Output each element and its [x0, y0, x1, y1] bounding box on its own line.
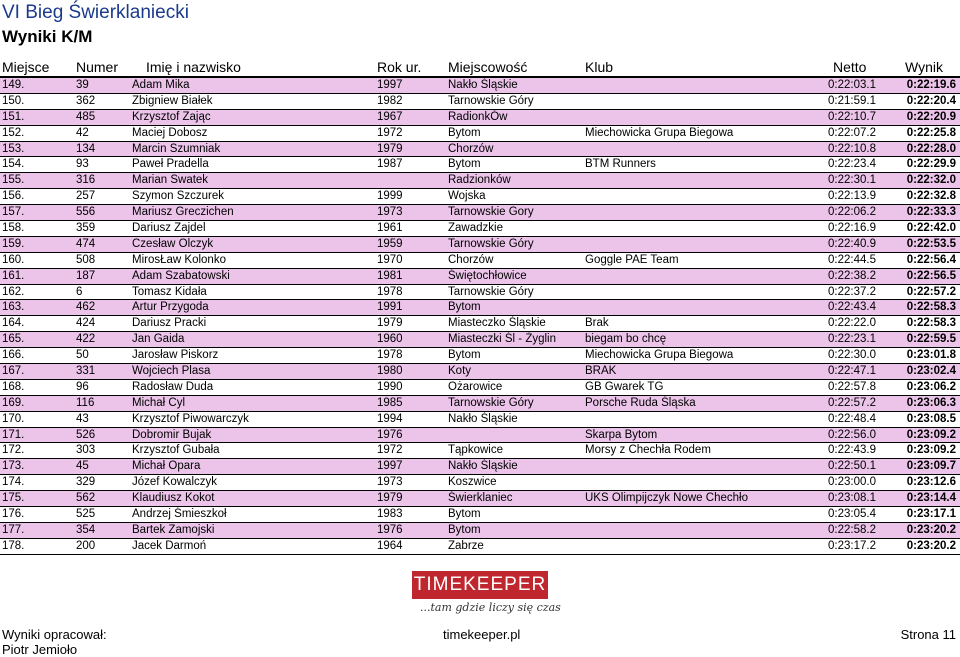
- cell-number: 96: [76, 380, 89, 393]
- cell-result: 0:23:14.4: [906, 492, 956, 505]
- cell-net: 0:22:40.9: [828, 237, 876, 250]
- table-row: [0, 157, 960, 173]
- page-title: VI Bieg Świerklaniecki: [2, 2, 189, 23]
- cell-place: 152.: [2, 126, 25, 139]
- table-row: [0, 428, 960, 444]
- cell-birth-year: 1979: [377, 142, 403, 155]
- cell-birth-year: 1983: [377, 508, 403, 521]
- cell-place: 150.: [2, 94, 25, 107]
- cell-net: 0:22:23.1: [828, 333, 876, 346]
- cell-result: 0:22:19.6: [906, 79, 956, 91]
- cell-club: Goggle PAE Team: [585, 253, 679, 266]
- cell-birth-year: 1987: [377, 158, 403, 171]
- cell-city: Bytom: [448, 523, 481, 536]
- cell-birth-year: 1972: [377, 444, 403, 457]
- cell-city: Miasteczki Śl - Żyglin: [448, 333, 556, 346]
- cell-place: 156.: [2, 190, 25, 203]
- cell-birth-year: 1976: [377, 523, 403, 536]
- table-row: [0, 475, 960, 491]
- cell-city: Tarnowskie Góry: [448, 237, 534, 250]
- cell-net: 0:23:08.1: [828, 492, 876, 505]
- cell-number: 329: [76, 476, 96, 489]
- cell-place: 170.: [2, 412, 25, 425]
- cell-result: 0:22:59.5: [906, 333, 956, 346]
- cell-city: Tarnowskie Góry: [448, 94, 534, 107]
- cell-name: Michał Cyl: [132, 396, 186, 409]
- cell-number: 526: [76, 428, 96, 441]
- cell-club: biegam bo chcę: [585, 333, 667, 346]
- cell-result: 0:22:57.2: [906, 285, 956, 298]
- cell-net: 0:22:37.2: [828, 285, 876, 298]
- cell-city: Koszwice: [448, 476, 497, 489]
- cell-name: Marcin Szumniak: [132, 142, 221, 155]
- cell-number: 362: [76, 94, 96, 107]
- cell-club: Skarpa Bytom: [585, 428, 658, 441]
- cell-result: 0:23:06.3: [906, 396, 956, 409]
- cell-place: 154.: [2, 158, 25, 171]
- cell-net: 0:22:30.0: [828, 349, 876, 362]
- cell-net: 0:22:56.0: [828, 428, 876, 441]
- cell-city: Bytom: [448, 126, 481, 139]
- cell-number: 508: [76, 253, 96, 266]
- footer-page-number: Strona 11: [900, 627, 956, 642]
- cell-result: 0:23:12.6: [906, 476, 956, 489]
- cell-net: 0:22:13.9: [828, 190, 876, 203]
- table-row: [0, 110, 960, 126]
- cell-result: 0:22:20.9: [906, 110, 956, 123]
- table-row: [0, 539, 960, 555]
- cell-net: 0:22:23.4: [828, 158, 876, 171]
- cell-name: Jan Gaida: [132, 333, 185, 346]
- cell-number: 485: [76, 110, 96, 123]
- cell-place: 169.: [2, 396, 25, 409]
- cell-place: 176.: [2, 508, 25, 521]
- cell-club: BRAK: [585, 365, 617, 378]
- cell-city: Tąpkowice: [448, 444, 503, 457]
- column-header-city: Miejscowość: [448, 59, 528, 75]
- column-header-name: Imię i nazwisko: [146, 59, 241, 75]
- results-table: [0, 78, 960, 555]
- table-row: [0, 126, 960, 142]
- cell-number: 6: [76, 285, 83, 298]
- cell-net: 0:22:44.5: [828, 253, 876, 266]
- cell-net: 0:23:17.2: [828, 539, 876, 552]
- cell-city: Tarnowskie Góry: [448, 396, 534, 409]
- cell-name: Jacek Darmoń: [132, 539, 207, 552]
- column-header-birth-year: Rok ur.: [377, 59, 422, 75]
- cell-result: 0:23:09.7: [906, 460, 956, 473]
- cell-number: 525: [76, 508, 96, 521]
- cell-city: Zawadzkie: [448, 222, 503, 235]
- column-header-place: Miejsce: [2, 59, 50, 75]
- cell-city: Koty: [448, 365, 472, 378]
- cell-place: 151.: [2, 110, 25, 123]
- cell-result: 0:23:02.4: [906, 365, 956, 378]
- table-row: [0, 459, 960, 475]
- cell-club: Brak: [585, 317, 609, 330]
- cell-birth-year: 1978: [377, 349, 403, 362]
- table-row: [0, 269, 960, 285]
- cell-city: Chorzów: [448, 142, 494, 155]
- cell-club: UKS Olimpijczyk Nowe Chechło: [585, 492, 748, 505]
- cell-place: 164.: [2, 317, 25, 330]
- footer-prepared-label: Wyniki opracował:: [2, 627, 107, 642]
- cell-result: 0:23:20.2: [906, 523, 956, 536]
- cell-birth-year: 1960: [377, 333, 403, 346]
- cell-place: 178.: [2, 539, 25, 552]
- cell-result: 0:23:09.2: [906, 444, 956, 457]
- cell-name: Radosław Duda: [132, 380, 214, 393]
- cell-name: Zbigniew Białek: [132, 94, 213, 107]
- cell-birth-year: 1982: [377, 94, 403, 107]
- footer-site-link[interactable]: timekeeper.pl: [443, 627, 521, 642]
- cell-number: 556: [76, 206, 96, 219]
- table-row: [0, 189, 960, 205]
- cell-place: 166.: [2, 349, 25, 362]
- cell-result: 0:22:53.5: [906, 237, 956, 250]
- table-row: [0, 491, 960, 507]
- cell-place: 163.: [2, 301, 25, 314]
- cell-birth-year: 1994: [377, 412, 403, 425]
- cell-city: Radzionków: [448, 174, 511, 187]
- cell-net: 0:22:47.1: [828, 365, 876, 378]
- cell-place: 177.: [2, 523, 25, 536]
- cell-number: 359: [76, 222, 96, 235]
- cell-place: 158.: [2, 222, 25, 235]
- table-row: [0, 94, 960, 110]
- cell-net: 0:22:10.8: [828, 142, 876, 155]
- cell-result: 0:22:32.0: [906, 174, 956, 187]
- cell-city: RadionkÓw: [448, 110, 508, 123]
- cell-name: Dariusz Zajdel: [132, 222, 206, 235]
- cell-place: 172.: [2, 444, 25, 457]
- cell-city: Tarnowskie Góry: [448, 285, 534, 298]
- cell-birth-year: 1979: [377, 492, 403, 505]
- cell-city: Chorzów: [448, 253, 494, 266]
- cell-city: Świerklaniec: [448, 492, 513, 505]
- cell-place: 174.: [2, 476, 25, 489]
- cell-club: Morsy z Chechła Rodem: [585, 444, 711, 457]
- cell-birth-year: 1972: [377, 126, 403, 139]
- cell-city: Bytom: [448, 301, 481, 314]
- table-row: [0, 173, 960, 189]
- cell-number: 134: [76, 142, 96, 155]
- cell-place: 159.: [2, 237, 25, 250]
- cell-number: 354: [76, 523, 96, 536]
- cell-place: 149.: [2, 79, 25, 91]
- cell-name: Andrzej Śmieszkoł: [132, 508, 227, 521]
- cell-result: 0:23:20.2: [906, 539, 956, 552]
- cell-name: Michał Opara: [132, 460, 201, 473]
- cell-net: 0:22:16.9: [828, 222, 876, 235]
- cell-number: 303: [76, 444, 96, 457]
- cell-result: 0:23:08.5: [906, 412, 956, 425]
- cell-result: 0:23:09.2: [906, 428, 956, 441]
- cell-number: 50: [76, 349, 89, 362]
- cell-birth-year: 1981: [377, 269, 403, 282]
- cell-city: Nakło Śląskie: [448, 412, 518, 425]
- cell-name: Szymon Szczurek: [132, 190, 225, 203]
- cell-birth-year: 1991: [377, 301, 403, 314]
- cell-number: 187: [76, 269, 96, 282]
- cell-birth-year: 1985: [377, 396, 403, 409]
- table-row: [0, 285, 960, 301]
- cell-city: Świętochłowice: [448, 269, 527, 282]
- cell-club: GB Gwarek TG: [585, 380, 664, 393]
- cell-place: 175.: [2, 492, 25, 505]
- cell-name: Bartek Zamojski: [132, 523, 215, 536]
- cell-birth-year: 1997: [377, 79, 403, 91]
- cell-birth-year: 1999: [377, 190, 403, 203]
- cell-number: 316: [76, 174, 96, 187]
- column-header-result: Wynik: [905, 59, 943, 75]
- cell-name: Marian Swatek: [132, 174, 209, 187]
- table-row: [0, 253, 960, 269]
- cell-result: 0:22:56.5: [906, 269, 956, 282]
- cell-birth-year: 1964: [377, 539, 403, 552]
- cell-city: Nakło Śląskie: [448, 460, 518, 473]
- cell-club: Miechowicka Grupa Biegowa: [585, 126, 734, 139]
- cell-birth-year: 1980: [377, 365, 403, 378]
- cell-place: 173.: [2, 460, 25, 473]
- cell-birth-year: 1961: [377, 222, 403, 235]
- cell-city: Tarnowskie Gory: [448, 206, 534, 219]
- cell-birth-year: 1990: [377, 380, 403, 393]
- cell-net: 0:23:00.0: [828, 476, 876, 489]
- cell-city: Zabrze: [448, 539, 484, 552]
- cell-place: 162.: [2, 285, 25, 298]
- cell-number: 562: [76, 492, 96, 505]
- cell-name: Jarosław Piskorz: [132, 349, 219, 362]
- cell-birth-year: 1973: [377, 206, 403, 219]
- cell-city: Ożarowice: [448, 380, 503, 393]
- cell-name: Czesław Olczyk: [132, 237, 214, 250]
- table-row: [0, 348, 960, 364]
- cell-net: 0:22:50.1: [828, 460, 876, 473]
- cell-name: Maciej Dobosz: [132, 126, 208, 139]
- timekeeper-logo: TIMEKEEPER: [412, 571, 548, 599]
- table-row: [0, 142, 960, 158]
- cell-net: 0:22:30.1: [828, 174, 876, 187]
- cell-name: Adam Mika: [132, 79, 190, 91]
- cell-name: Dariusz Pracki: [132, 317, 207, 330]
- cell-club: Miechowicka Grupa Biegowa: [585, 349, 734, 362]
- cell-result: 0:22:25.8: [906, 126, 956, 139]
- cell-net: 0:22:38.2: [828, 269, 876, 282]
- table-row: [0, 205, 960, 221]
- cell-result: 0:23:17.1: [906, 508, 956, 521]
- cell-birth-year: 1997: [377, 460, 403, 473]
- cell-place: 153.: [2, 142, 25, 155]
- cell-name: Adam Szabatowski: [132, 269, 230, 282]
- cell-net: 0:22:43.4: [828, 301, 876, 314]
- cell-net: 0:21:59.1: [828, 94, 876, 107]
- cell-birth-year: 1976: [377, 428, 403, 441]
- cell-place: 161.: [2, 269, 25, 282]
- table-row: [0, 507, 960, 523]
- cell-net: 0:22:48.4: [828, 412, 876, 425]
- cell-net: 0:22:10.7: [828, 110, 876, 123]
- cell-number: 116: [76, 396, 95, 409]
- column-header-net: Netto: [833, 59, 867, 75]
- cell-name: Józef Kowalczyk: [132, 476, 218, 489]
- cell-number: 45: [76, 460, 89, 473]
- cell-number: 474: [76, 237, 96, 250]
- table-row: [0, 316, 960, 332]
- cell-result: 0:22:29.9: [906, 158, 956, 171]
- logo-slogan: ...tam gdzie liczy się czas: [420, 601, 561, 614]
- cell-net: 0:22:43.9: [828, 444, 876, 457]
- table-row: [0, 221, 960, 237]
- cell-net: 0:22:57.8: [828, 380, 876, 393]
- cell-name: Mariusz Greczichen: [132, 206, 234, 219]
- cell-city: Nakło Śląskie: [448, 79, 518, 91]
- cell-place: 167.: [2, 365, 25, 378]
- table-row: [0, 364, 960, 380]
- cell-place: 160.: [2, 253, 25, 266]
- cell-city: Bytom: [448, 349, 481, 362]
- cell-result: 0:22:56.4: [906, 253, 956, 266]
- cell-number: 43: [76, 412, 89, 425]
- cell-birth-year: 1973: [377, 476, 403, 489]
- table-row: [0, 380, 960, 396]
- cell-result: 0:22:33.3: [906, 206, 956, 219]
- cell-name: Krzysztof Piwowarczyk: [132, 412, 249, 425]
- cell-place: 155.: [2, 174, 25, 187]
- cell-number: 200: [76, 539, 96, 552]
- cell-net: 0:22:57.2: [828, 396, 876, 409]
- cell-name: Krzysztof Zając: [132, 110, 211, 123]
- cell-club: Porsche Ruda Śląska: [585, 396, 696, 409]
- cell-birth-year: 1970: [377, 253, 403, 266]
- cell-number: 462: [76, 301, 96, 314]
- cell-name: Krzysztof Gubała: [132, 444, 220, 457]
- cell-number: 93: [76, 158, 89, 171]
- cell-net: 0:22:03.1: [828, 79, 876, 91]
- table-header: [0, 57, 960, 78]
- cell-net: 0:22:06.2: [828, 206, 876, 219]
- cell-city: Wojska: [448, 190, 486, 203]
- cell-city: Bytom: [448, 508, 481, 521]
- table-row: [0, 78, 960, 94]
- page-subtitle: Wyniki K/M: [2, 27, 93, 46]
- cell-place: 157.: [2, 206, 25, 219]
- cell-name: Wojciech Plasa: [132, 365, 211, 378]
- cell-number: 42: [76, 126, 89, 139]
- cell-club: BTM Runners: [585, 158, 656, 171]
- table-row: [0, 523, 960, 539]
- cell-net: 0:22:58.2: [828, 523, 876, 536]
- table-row: [0, 237, 960, 253]
- cell-name: Dobromir Bujak: [132, 428, 212, 441]
- cell-birth-year: 1959: [377, 237, 403, 250]
- cell-city: Miasteczko Śląskie: [448, 317, 546, 330]
- cell-city: Bytom: [448, 158, 481, 171]
- cell-result: 0:22:42.0: [906, 222, 956, 235]
- cell-result: 0:22:28.0: [906, 142, 956, 155]
- column-header-club: Klub: [585, 59, 614, 75]
- cell-net: 0:22:07.2: [828, 126, 876, 139]
- cell-birth-year: 1979: [377, 317, 403, 330]
- cell-name: Artur Przygoda: [132, 301, 209, 314]
- cell-result: 0:22:20.4: [906, 94, 956, 107]
- cell-birth-year: 1978: [377, 285, 403, 298]
- cell-number: 331: [76, 365, 96, 378]
- cell-name: Tomasz Kidała: [132, 285, 207, 298]
- cell-result: 0:23:06.2: [906, 380, 956, 393]
- cell-result: 0:22:58.3: [906, 301, 956, 314]
- cell-place: 171.: [2, 428, 25, 441]
- cell-result: 0:22:32.8: [906, 190, 956, 203]
- cell-result: 0:22:58.3: [906, 317, 956, 330]
- table-row: [0, 412, 960, 428]
- cell-name: Paweł Pradella: [132, 158, 209, 171]
- table-row: [0, 332, 960, 348]
- cell-name: Klaudiusz Kokot: [132, 492, 215, 505]
- column-header-number: Numer: [76, 59, 119, 75]
- cell-number: 422: [76, 333, 96, 346]
- cell-birth-year: 1967: [377, 110, 403, 123]
- cell-place: 165.: [2, 333, 25, 346]
- cell-result: 0:23:01.8: [906, 349, 956, 362]
- table-row: [0, 396, 960, 412]
- cell-number: 257: [76, 190, 96, 203]
- cell-number: 424: [76, 317, 96, 330]
- cell-name: MirosŁaw Kolonko: [132, 253, 226, 266]
- table-row: [0, 300, 960, 316]
- cell-number: 39: [76, 79, 89, 91]
- cell-place: 168.: [2, 380, 25, 393]
- cell-net: 0:22:22.0: [828, 317, 876, 330]
- table-row: [0, 443, 960, 459]
- cell-net: 0:23:05.4: [828, 508, 876, 521]
- footer-prepared-by: Piotr Jemioło: [2, 642, 78, 657]
